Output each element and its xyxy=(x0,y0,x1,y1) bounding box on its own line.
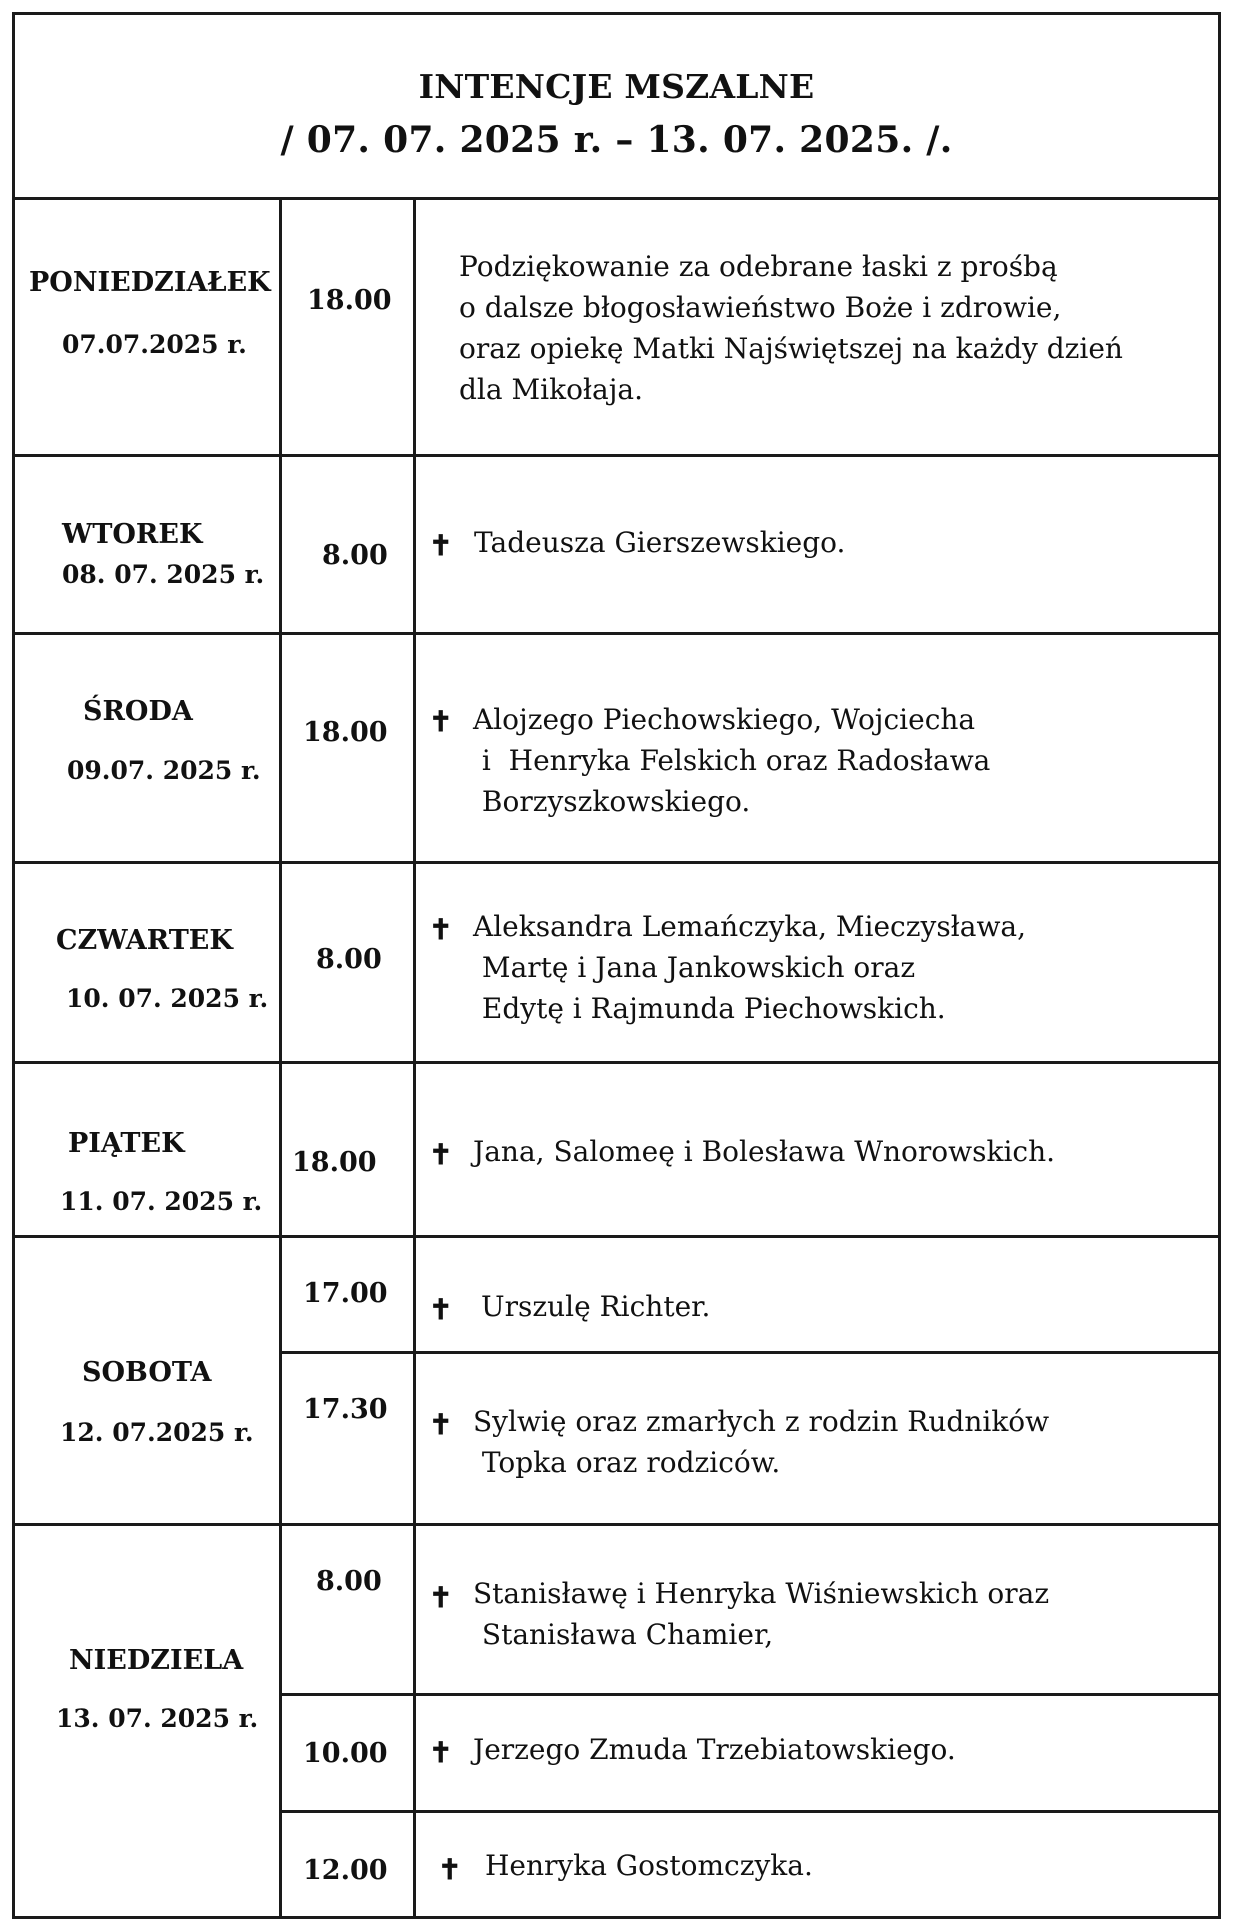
sub-row-divider xyxy=(279,1351,1218,1354)
cross-icon: ✝ xyxy=(429,705,453,738)
mass-intention: Sylwię oraz zmarłych z rodzin Rudników Topka oraz rodziców. xyxy=(473,1405,1050,1479)
mass-time: 8.00 xyxy=(322,540,388,571)
page-title: INTENCJE MSZALNE xyxy=(418,67,815,106)
sub-row-divider xyxy=(279,1810,1218,1813)
date-range: / 07. 07. 2025 r. – 13. 07. 2025. /. xyxy=(280,119,953,161)
cross-icon: ✝ xyxy=(438,1853,462,1886)
row-divider xyxy=(15,632,1218,635)
mass-time: 17.00 xyxy=(303,1278,388,1309)
day-name: ŚRODA xyxy=(83,696,193,727)
day-date: 10. 07. 2025 r. xyxy=(66,984,269,1013)
day-name: NIEDZIELA xyxy=(69,1645,244,1676)
mass-time: 8.00 xyxy=(316,1566,382,1597)
cross-icon: ✝ xyxy=(429,1408,453,1441)
day-date: 11. 07. 2025 r. xyxy=(60,1187,263,1216)
row-divider xyxy=(15,1523,1218,1526)
cross-icon: ✝ xyxy=(429,1293,453,1326)
column-divider-time-intention xyxy=(413,200,416,1916)
mass-time: 10.00 xyxy=(303,1738,388,1769)
sub-row-divider xyxy=(279,1693,1218,1696)
mass-time: 18.00 xyxy=(307,285,392,316)
day-date: 08. 07. 2025 r. xyxy=(62,560,265,589)
mass-time: 18.00 xyxy=(292,1147,377,1178)
day-date: 07.07.2025 r. xyxy=(62,330,247,359)
column-divider-day-time xyxy=(279,200,282,1916)
mass-intention: Henryka Gostomczyka. xyxy=(485,1849,813,1882)
day-name: CZWARTEK xyxy=(56,925,233,956)
cross-icon: ✝ xyxy=(429,1138,453,1171)
row-divider xyxy=(15,1061,1218,1064)
mass-intention: Podziękowanie za odebrane łaski z prośbą o dalsze błogosławieństwo Boże i zdrowie, oraz opiekę Matki Najświętszej na każdy dzień dla Mikołaja. xyxy=(459,250,1123,406)
cross-icon: ✝ xyxy=(429,529,453,562)
mass-intention: Stanisławę i Henryka Wiśniewskich oraz Stanisława Chamier, xyxy=(473,1577,1050,1651)
header xyxy=(15,15,1218,200)
day-name: WTOREK xyxy=(62,519,203,550)
day-date: 13. 07. 2025 r. xyxy=(56,1704,259,1733)
mass-time: 12.00 xyxy=(303,1855,388,1886)
mass-time: 17.30 xyxy=(303,1394,388,1425)
mass-time: 18.00 xyxy=(303,717,388,748)
mass-intention: Alojzego Piechowskiego, Wojciecha i Henryka Felskich oraz Radosława Borzyszkowskiego. xyxy=(473,703,991,818)
mass-intention: Jana, Salomeę i Bolesława Wnorowskich. xyxy=(473,1135,1056,1168)
row-divider xyxy=(15,1235,1218,1238)
cross-icon: ✝ xyxy=(429,1736,453,1769)
mass-intention: Aleksandra Lemańczyka, Mieczysława, Martę i Jana Jankowskich oraz Edytę i Rajmunda Piechowskich. xyxy=(473,910,1027,1025)
day-date: 09.07. 2025 r. xyxy=(67,756,261,785)
day-name: PONIEDZIAŁEK xyxy=(29,267,271,298)
mass-intention: Urszulę Richter. xyxy=(481,1290,711,1323)
cross-icon: ✝ xyxy=(429,1581,453,1614)
day-name: SOBOTA xyxy=(82,1357,212,1388)
mass-intentions-sheet xyxy=(12,12,1221,1919)
row-divider xyxy=(15,861,1218,864)
cross-icon: ✝ xyxy=(429,913,453,946)
row-divider xyxy=(15,454,1218,457)
day-date: 12. 07.2025 r. xyxy=(60,1418,254,1447)
mass-intention: Tadeusza Gierszewskiego. xyxy=(474,526,846,559)
mass-intention: Jerzego Zmuda Trzebiatowskiego. xyxy=(473,1733,956,1766)
day-name: PIĄTEK xyxy=(68,1128,185,1159)
mass-time: 8.00 xyxy=(316,944,382,975)
